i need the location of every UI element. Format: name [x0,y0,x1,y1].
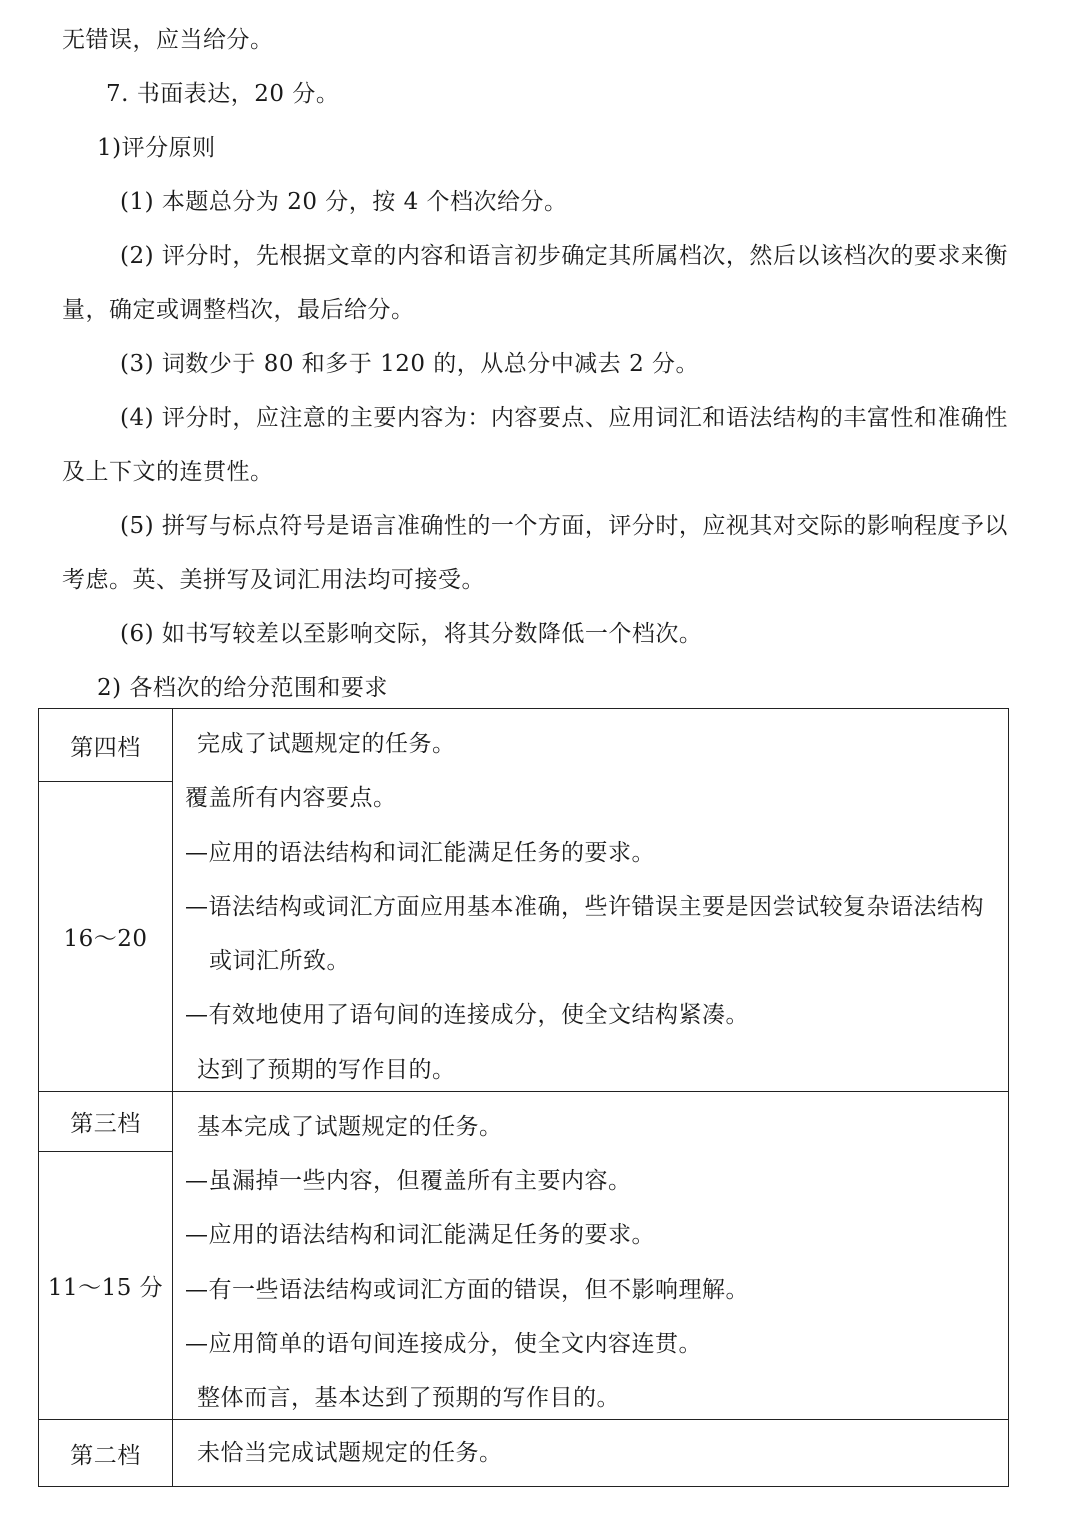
level-3-range-cell [39,1152,173,1420]
subsection-heading: 2) 各档次的给分范围和要求 [97,675,388,701]
score-range: 16～20 [63,926,148,953]
rubric-table [38,708,1009,1487]
level-name: 第三档 [70,1110,141,1137]
level-3-criteria-cell [173,1091,1009,1419]
level-3-name-cell [39,1091,173,1151]
paragraph-line: (4) 评分时，应注意的主要内容为：内容要点、应用词汇和语法结构的丰富性和准确性 [120,405,1008,431]
criteria-line: —有一些语法结构或词汇方面的错误，但不影响理解。 [185,1276,749,1303]
score-range: 11～15 分 [47,1275,164,1302]
paragraph-line: 无错误，应当给分。 [62,27,274,53]
criteria-line: 覆盖所有内容要点。 [185,785,397,812]
criteria-line: —语法结构或词汇方面应用基本准确，些许错误主要是因尝试较复杂语法结构 [185,893,984,920]
subsection-heading: 1)评分原则 [97,135,216,161]
level-name: 第二档 [70,1442,141,1469]
level-4-criteria-cell [173,709,1009,1092]
paragraph-line: 及上下文的连贯性。 [62,459,274,485]
criteria-line: 未恰当完成试题规定的任务。 [197,1440,503,1467]
section-heading: 7. 书面表达，20 分。 [106,81,340,107]
criteria-line: 或词汇所致。 [209,948,350,975]
paragraph-line: (5) 拼写与标点符号是语言准确性的一个方面，评分时，应视其对交际的影响程度予以 [120,513,1008,539]
criteria-line: 整体而言，基本达到了预期的写作目的。 [197,1385,620,1412]
criteria-line: 完成了试题规定的任务。 [197,731,456,757]
level-2-header-row [39,1420,1009,1487]
criteria-line: 达到了预期的写作目的。 [197,1056,456,1083]
paragraph-line: 量，确定或调整档次，最后给分。 [62,297,415,323]
criteria-line: —虽漏掉一些内容，但覆盖所有主要内容。 [185,1168,632,1195]
level-4-range-cell [39,782,173,1091]
level-2-criteria-cell [173,1420,1009,1487]
level-2-name-cell [39,1420,173,1487]
paragraph-line: (2) 评分时，先根据文章的内容和语言初步确定其所属档次，然后以该档次的要求来衡 [120,243,1008,269]
criteria-line: —有效地使用了语句间的连接成分，使全文结构紧凑。 [185,1002,749,1029]
level-name: 第四档 [70,734,141,761]
criteria-line: 基本完成了试题规定的任务。 [197,1113,503,1140]
level-3-header-row [39,1091,1009,1151]
criteria-line: —应用的语法结构和词汇能满足任务的要求。 [185,839,655,866]
criteria-line: —应用的语法结构和词汇能满足任务的要求。 [185,1222,655,1249]
level-4-name-cell [39,709,173,782]
paragraph-line: (6) 如书写较差以至影响交际，将其分数降低一个档次。 [120,621,703,647]
criteria-line: —应用简单的语句间连接成分，使全文内容连贯。 [185,1330,702,1357]
paragraph-line: (1) 本题总分为 20 分，按 4 个档次给分。 [120,189,568,215]
level-4-header-row [39,709,1009,782]
paragraph-line: 考虑。英、美拼写及词汇用法均可接受。 [62,567,485,593]
paragraph-line: (3) 词数少于 80 和多于 120 的，从总分中减去 2 分。 [120,351,700,377]
